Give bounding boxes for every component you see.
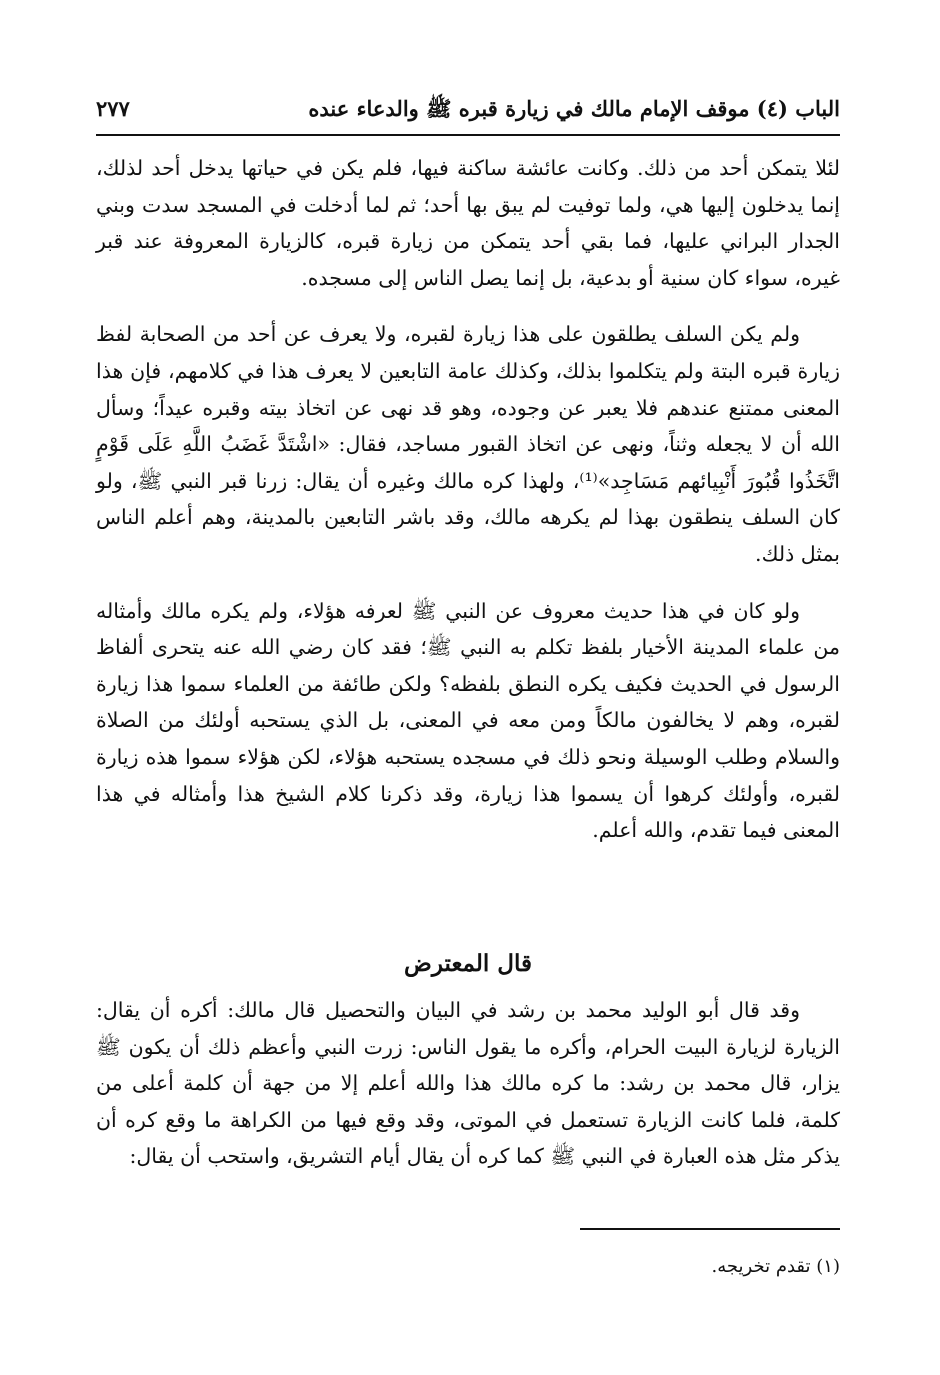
section-text <box>96 992 840 1175</box>
paragraph-2: ولم يكن السلف يطلقون على هذا زيارة لقبره، ولا يعرف عن أحد من الصحابة لفظ زيارة قبره البتة ولم يتكلموا بذلك، وكذلك عامة التابعين لا يعرف هذا في كلامهم، فإن هذا المعنى ممتنع عندهم فلا يعبر عن وجوده، وهو قد نهى عن اتخاذ بيته وقبره عيداً؛ وسأل الله أن لا يجعله وثناً، ونهى عن اتخاذ القبور مساجد، فقال: «اشْتَدَّ غَضَبُ اللَّهِ عَلَى قَوْمٍ اتَّخَذُوا قُبُورَ أَنْبِيائهم مَسَاجِد»⁽¹⁾، ولهذا كره مالك وغيره أن يقال: زرنا قبر النبي ﷺ، ولو كان السلف ينطقون بهذا لم يكرهه مالك، وقد باشر التابعين بالمدينة، وهم أعلم الناس بمثل ذلك. <box>96 322 840 566</box>
header-divider <box>96 134 840 136</box>
section-heading: قال المعترض <box>404 950 532 977</box>
chapter-title: الباب (٤) موقف الإمام مالك في زيارة قبره ﷺ والدعاء عنده <box>308 96 840 121</box>
paragraph-3: ولو كان في هذا حديث معروف عن النبي ﷺ لعرفه هؤلاء، ولم يكره مالك وأمثاله من علماء المدينة الأخيار بلفظ تكلم به النبي ﷺ؛ فقد كان رضي الله عنه يتحرى ألفاظ الرسول في الحديث فكيف يكره النطق بلفظه؟ ولكن طائفة من العلماء سموا هذا زيارة لقبره، وهم لا يخالفون مالكاً ومن معه في المعنى، بل الذي يستحبه أولئك من الصلاة والسلام وطلب الوسيلة ونحو ذلك في مسجده يستحبه هؤلاء، لكن هؤلاء سموا هذه زيارة لقبره، وأولئك كرهوا أن يسموا هذا زيارة، وقد ذكرنا كلام الشيخ هذا وأمثاله في هذا المعنى فيما تقدم، والله أعلم. <box>96 598 840 843</box>
section-paragraph: وقد قال أبو الوليد محمد بن رشد في البيان والتحصيل قال مالك: أكره أن يقال: الزيارة لزيارة البيت الحرام، وأكره ما يقول الناس: زرت النبي وأعظم ذلك أن يكون ﷺ يزار، قال محمد بن رشد: ما كره مالك هذا والله أعلم إلا من جهة أن كلمة أعلى من كلمة، فلما كانت الزيارة تستعمل في الموتى، وقد وقع فيها من الكراهة ما وقع كره أن يذكر مثل هذه العبارة في النبي ﷺ كما كره أن يقال أيام التشريق، واستحب أن يقال: <box>96 998 840 1169</box>
footnote: (١) تقدم تخريجه. <box>711 1256 840 1277</box>
paragraph-1: لئلا يتمكن أحد من ذلك. وكانت عائشة ساكنة فيها، فلم يكن في حياتها يدخل أحد لذلك، إنما يدخلون إليها هي، ولما توفيت لم يبق بها أحد؛ ثم لما أدخلت في المسجد سدت وبني الجدار البراني عليها، فما بقي أحد يتمكن من زيارة قبره، كالزيارة المعروفة عند قبر غيره، سواء كان سنية أو بدعية، بل إنما يصل الناس إلى مسجده. <box>96 156 840 290</box>
page-number: ٢٧٧ <box>96 96 130 121</box>
footnote-divider <box>580 1228 840 1230</box>
running-header <box>96 92 840 128</box>
main-text <box>96 150 840 849</box>
